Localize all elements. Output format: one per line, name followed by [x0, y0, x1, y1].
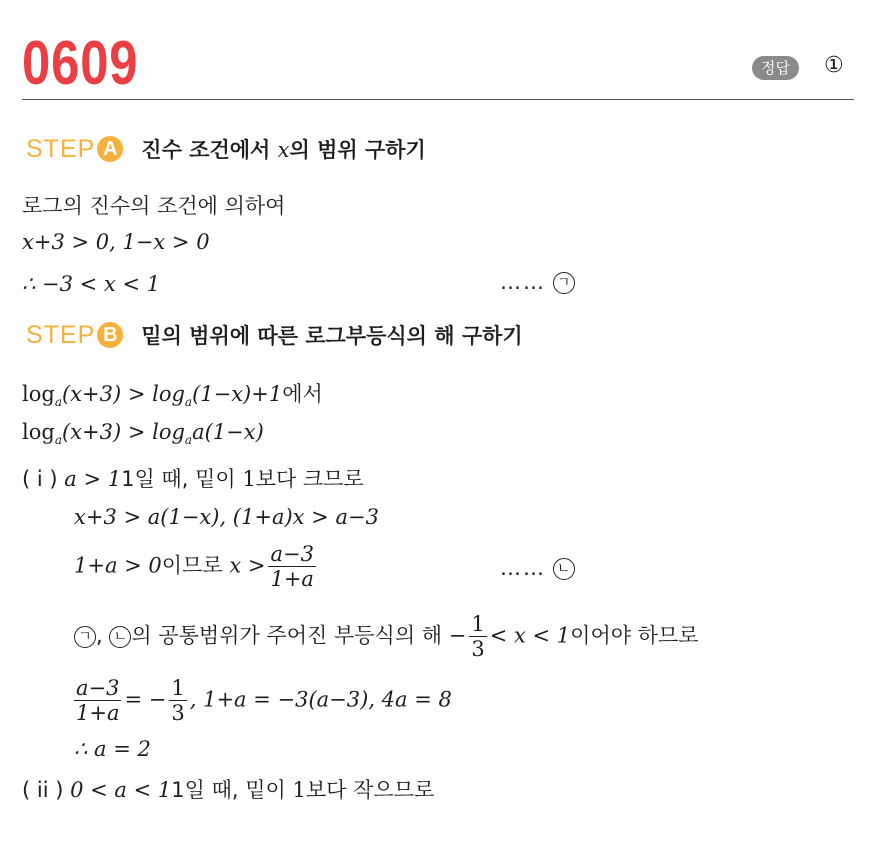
circled-marker-icon: ㄱ [74, 626, 96, 648]
circled-marker-icon: ㄱ [553, 272, 575, 294]
marker-1: …… ㄱ [500, 270, 575, 294]
result-line: ∴ a = 2 [74, 737, 151, 761]
equation-line: $\frac{a-3}{1+a}$ = − $\frac{1}{3}$ , 1+a = −3(a−3), 4a = 8 [76, 676, 452, 725]
fraction: $\frac{a-3}{1+a}$ [76, 676, 120, 725]
case-1-line-1: x+3 > a(1−x), (1+a)x > a−3 [74, 505, 379, 529]
circled-marker-icon: ㄴ [553, 558, 575, 580]
step-a-letter: A [97, 136, 123, 162]
step-b-line-1: $\log_a(x+3) > \log_a(1-x)+1$에서 [22, 382, 323, 409]
problem-number: 0609 [22, 29, 139, 98]
step-a-heading [26, 134, 426, 164]
step-b-heading [26, 320, 523, 350]
step-a-label: STEP [26, 135, 96, 163]
step-a-title: 진수 조건에서 x의 범위 구하기 [141, 138, 426, 162]
fraction: $\frac{a-3}{1+a}$ [270, 542, 314, 591]
answer-value: ① [824, 53, 844, 78]
step-b-line-2: $\log_a(x+3) > \log_aa(1-x)$ [22, 420, 264, 447]
fraction: $\frac{1}{3}$ [471, 612, 485, 661]
circled-marker-icon: ㄴ [109, 626, 131, 648]
step-b-title: 밑의 범위에 따른 로그부등식의 해 구하기 [141, 324, 523, 348]
step-b-label: STEP [26, 321, 96, 349]
case-1-line-2: 1+a > 0이므로 x > $\frac{a-3}{1+a}$ [74, 542, 314, 591]
fraction: $\frac{1}{3}$ [171, 676, 185, 725]
answer-badge: 정답 [752, 56, 799, 80]
step-a-line-3: ∴ −3 < x < 1 [22, 272, 161, 296]
step-a-line-1: 로그의 진수의 조건에 의하여 [22, 194, 286, 218]
case-2-heading: ( ii ) 0 < a < 11일 때, 밑이 1보다 작으므로 [22, 778, 435, 802]
marker-2: …… ㄴ [500, 556, 575, 580]
header-divider [22, 99, 854, 100]
step-a-line-2: x+3 > 0, 1−x > 0 [22, 230, 210, 254]
case-1-heading: ( i ) a > 11일 때, 밑이 1보다 크므로 [22, 467, 364, 491]
step-b-letter: B [97, 322, 123, 348]
common-range-line: ㄱ , ㄴ 의 공통범위가 주어진 부등식의 해 − $\frac{1}{3}$ < x < 1이어야 하므로 [74, 612, 699, 661]
